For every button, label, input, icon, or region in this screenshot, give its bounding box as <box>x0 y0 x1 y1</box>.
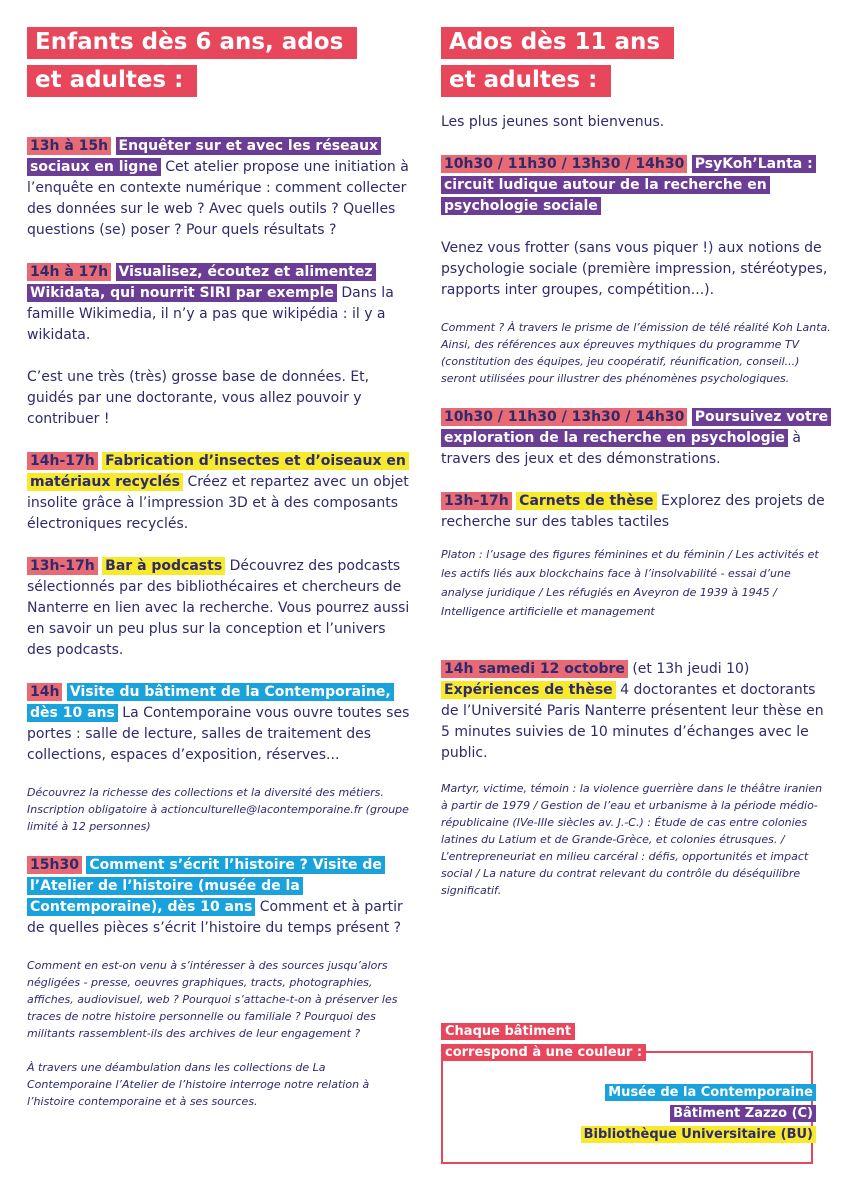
event-time: 15h30 <box>27 856 82 874</box>
event-time-extra: (et 13h jeudi 10) <box>632 661 750 677</box>
legend-title-line1: Chaque bâtiment <box>441 1023 575 1040</box>
right-column <box>441 24 831 899</box>
event-title: Fabrication d’insectes et d’oiseaux en matériaux recyclés <box>27 452 409 491</box>
event-time: 14h <box>27 683 62 701</box>
left-heading <box>27 24 412 60</box>
event-title: PsyKoh’Lanta : circuit ludique autour de la recherche en psychologie sociale <box>441 155 816 215</box>
right-heading <box>441 24 831 60</box>
event-wikidata <box>27 262 412 346</box>
event-text: Dans la famille Wikimedia, il n’y a pas que wikipédia : il y a wikidata. <box>27 285 394 343</box>
event-time: 14h-17h <box>27 452 98 470</box>
right-intro: Les plus jeunes sont bienvenus. <box>441 114 665 130</box>
event-title: Carnets de thèse <box>516 492 656 510</box>
event-title: Visite du bâtiment de la Contemporaine, dès 10 ans <box>27 683 394 722</box>
event-note: Martyr, victime, témoin : la violence guerrière dans le théâtre iranien à partir de 1979 / Gestion de l’eau et urbanisme à la période médio-républicaine (IVe-IIIe siècles av. J.-C.) : Étude de cas entre colonies latines du Latium et de Grande-Grèce, et colonies étrusques. / L’entrepreneuriat en milieu carcéral : défis, opportunités et impact social / La nature du contrat relevant du contrôle du déséquilibre significatif. <box>441 782 823 897</box>
event-text: Créez et repartez avec un objet insolite grâce à l’impression 3D et à des composants électroniques recyclés. <box>27 474 409 532</box>
event-time: 13h à 15h <box>27 137 111 155</box>
event-title: Bar à podcasts <box>102 557 225 575</box>
event-note: Comment en est-on venu à s’intéresser à des sources jusqu’alors négligées - presse, oeuvres graphiques, tracts, photographies, affiches, audiovisuel, web ? Pourquoi s’attache-t-on à préserver les traces de notre histoire personnelle ou familiale ? Pourquoi des militants rassemblent-ils des archives de leur engagement ? <box>27 959 398 1040</box>
event-text: 4 doctorantes et doctorants de l’Université Paris Nanterre présentent leur thèse en 5 minutes suivies de 10 minutes d’échanges avec le public. <box>441 682 824 761</box>
left-heading-line1: Enfants dès 6 ans, ados <box>27 27 357 59</box>
legend-item-musee: Musée de la Contemporaine <box>605 1084 816 1101</box>
event-note: Découvrez la richesse des collections et la diversité des métiers. Inscription obligatoire à actionculturelle@lacontemporaine.fr (groupe limité à 12 personnes) <box>27 786 409 833</box>
event-note: Comment ? À travers le prisme de l’émission de télé réalité Koh Lanta. Ainsi, des références aux épreuves mythiques du programme TV (constitution des équipes, jeu coopératif, réunification, conseil...) seront utilisées pour illustrer des phénomènes psychologiques. <box>441 321 831 385</box>
event-psykohlanta <box>441 154 831 217</box>
event-note: Platon : l’usage des figures féminines et du féminin / Les activités et les actifs liés aux blockchains face à l’insolvabilité - essai d’une analyse juridique / Les réfugiés en Aveyron de 1939 à 1945 / Intelligence artificielle et management <box>441 548 819 618</box>
event-title: Visualisez, écoutez et alimentez Wikidata, qui nourrit SIRI par exemple <box>27 263 376 302</box>
event-time: 10h30 / 11h30 / 13h30 / 14h30 <box>441 408 687 426</box>
event-experiences-these <box>441 659 831 764</box>
event-time: 13h-17h <box>27 557 98 575</box>
right-heading-line2: et adultes : <box>441 65 611 97</box>
legend-item-bu: Bibliothèque Universitaire (BU) <box>581 1126 816 1143</box>
event-text: Explorez des projets de recherche sur des tables tactiles <box>441 493 825 530</box>
event-insectes <box>27 451 412 535</box>
event-title: Comment s’écrit l’histoire ? Visite de l’Atelier de l’histoire (musée de la Contemporaine), dès 10 ans <box>27 856 385 916</box>
event-enqueter <box>27 136 412 241</box>
event-text: Venez vous frotter (sans vous piquer !) aux notions de psychologie sociale (première impression, stéréotypes, rapports inter groupes, compétition...). <box>441 240 828 298</box>
event-carnets-these <box>441 491 831 533</box>
event-title: Enquêter sur et avec les réseaux sociaux en ligne <box>27 137 381 176</box>
right-heading-line1: Ados dès 11 ans <box>441 27 674 59</box>
event-time: 14h à 17h <box>27 263 111 281</box>
event-note-continued: À travers une déambulation dans les collections de La Contemporaine l’Atelier de l’histoire interroge notre relation à l’histoire contemporaine et à ses sources. <box>27 1061 370 1108</box>
event-text-continued: C’est une très (très) grosse base de données. Et, guidés par une doctorante, vous allez pouvoir y contribuer ! <box>27 369 370 427</box>
event-text: La Contemporaine vous ouvre toutes ses portes : salle de lecture, salles de traitement des collections, espaces d’exposition, réserves... <box>27 705 410 763</box>
event-atelier-histoire <box>27 855 412 939</box>
legend-title-line2: correspond à une couleur : <box>441 1044 646 1061</box>
event-psychologie <box>441 407 831 470</box>
event-podcasts <box>27 556 412 661</box>
event-time: 10h30 / 11h30 / 13h30 / 14h30 <box>441 155 687 173</box>
event-visite-contemporaine <box>27 682 412 766</box>
left-heading-line2: et adultes : <box>27 65 197 97</box>
event-text: Cet atelier propose une initiation à l’enquête en contexte numérique : comment collecter des données sur le web ? Avec quels outils ? Quelles questions (se) poser ? Pour quels résultats ? <box>27 159 409 238</box>
event-title: Expériences de thèse <box>441 681 616 699</box>
event-time: 14h samedi 12 octobre <box>441 660 628 678</box>
legend-items <box>581 1082 816 1145</box>
legend-title <box>441 1021 646 1063</box>
event-text: Découvrez des podcasts sélectionnés par des bibliothécaires et chercheurs de Nanterre en lien avec la recherche. Vous pourrez aussi en savoir un peu plus sur la conception et l’univers des podcasts. <box>27 558 410 658</box>
legend-item-zazzo: Bâtiment Zazzo (C) <box>670 1105 816 1122</box>
left-column <box>27 24 412 1110</box>
event-text: à travers des jeux et des démonstrations. <box>441 430 801 467</box>
event-title: Poursuivez votre exploration de la recherche en psychologie <box>441 408 831 447</box>
event-text: Comment et à partir de quelles pièces s’écrit l’histoire du temps présent ? <box>27 899 403 936</box>
event-time: 13h-17h <box>441 492 512 510</box>
